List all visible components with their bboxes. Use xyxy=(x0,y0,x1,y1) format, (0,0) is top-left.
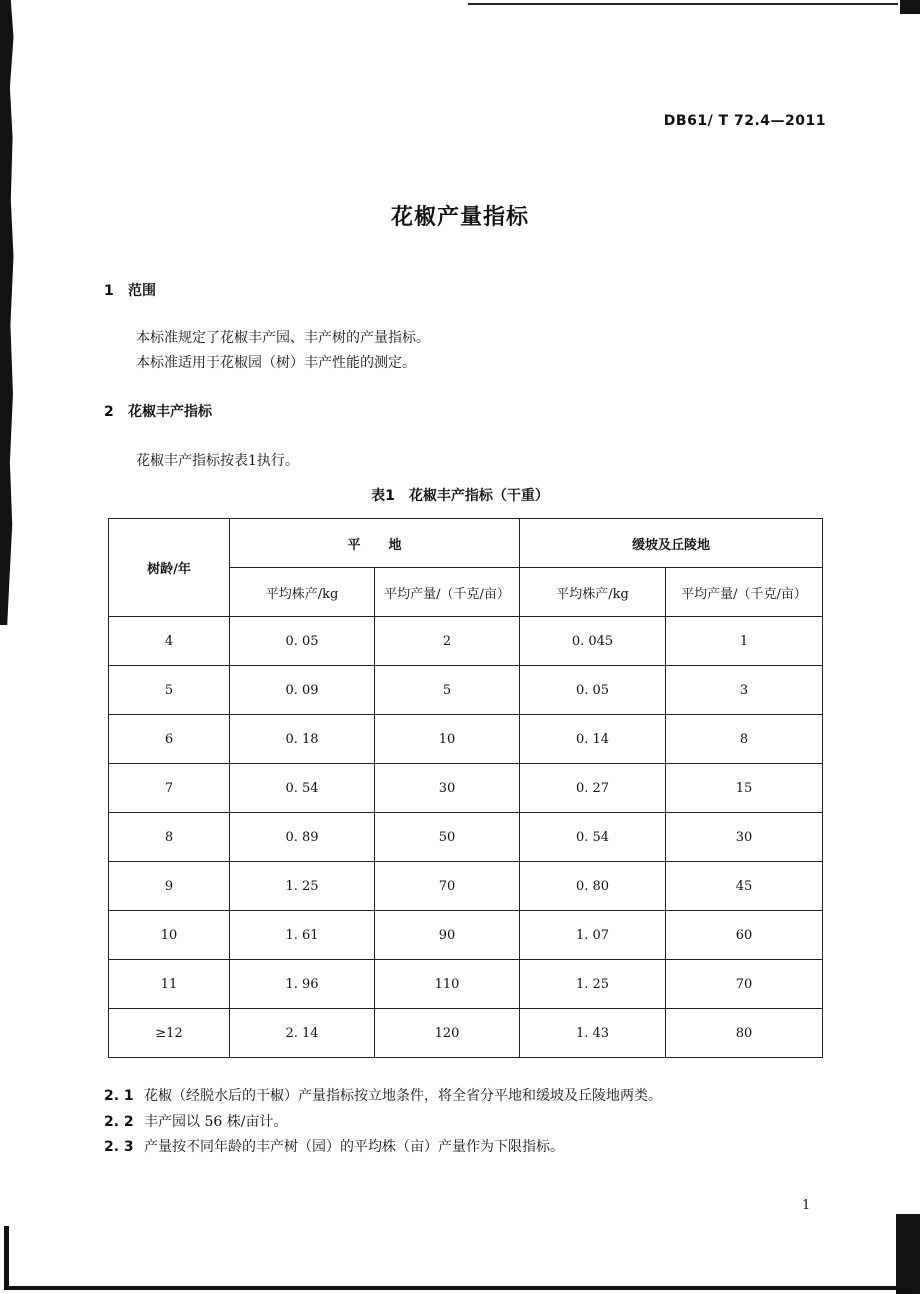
table-cell: 60 xyxy=(666,911,823,960)
table-cell: 0. 89 xyxy=(230,813,375,862)
section-number: 2 xyxy=(104,404,114,420)
table-cell: 30 xyxy=(666,813,823,862)
section-heading-scope xyxy=(104,280,156,300)
section-number: 1 xyxy=(104,283,114,299)
table-cell: 50 xyxy=(375,813,520,862)
cell-tree-age: 8 xyxy=(109,813,230,862)
table-cell: 110 xyxy=(375,960,520,1009)
table-row xyxy=(109,911,823,960)
table-caption: 表1 花椒丰产指标（干重） xyxy=(371,488,549,504)
table-cell: 10 xyxy=(375,715,520,764)
table-cell: 0. 18 xyxy=(230,715,375,764)
table-cell: 1 xyxy=(666,617,823,666)
cell-tree-age: 10 xyxy=(109,911,230,960)
cell-tree-age: 5 xyxy=(109,666,230,715)
table-cell: 70 xyxy=(375,862,520,911)
header-tree-age: 树龄/年 xyxy=(109,519,230,617)
table-cell: 70 xyxy=(666,960,823,1009)
standard-code: DB61/ T 72.4—2011 xyxy=(663,113,826,129)
table-cell: 90 xyxy=(375,911,520,960)
section-title: 花椒丰产指标 xyxy=(128,404,212,420)
note-text: 产量按不同年龄的丰产树（园）的平均株（亩）产量作为下限指标。 xyxy=(144,1139,564,1155)
table-cell: 0. 14 xyxy=(520,715,666,764)
note-2-3 xyxy=(104,1136,564,1156)
table-row xyxy=(109,764,823,813)
table-cell: 3 xyxy=(666,666,823,715)
table-row xyxy=(109,960,823,1009)
cell-tree-age: 7 xyxy=(109,764,230,813)
table-row xyxy=(109,715,823,764)
note-text: 花椒（经脱水后的干椒）产量指标按立地条件，将全省分平地和缓坡及丘陵地两类。 xyxy=(144,1088,662,1104)
table-header-row xyxy=(109,519,823,568)
table-cell: 45 xyxy=(666,862,823,911)
table-row xyxy=(109,862,823,911)
header-group-hillside: 缓坡及丘陵地 xyxy=(520,519,823,568)
table-cell: 1. 96 xyxy=(230,960,375,1009)
table-cell: 120 xyxy=(375,1009,520,1058)
scan-shadow-top-right xyxy=(900,0,920,14)
cell-tree-age: 6 xyxy=(109,715,230,764)
scan-bracket-bottom xyxy=(4,1226,917,1290)
scan-shadow-top xyxy=(468,3,898,5)
paragraph: 本标准规定了花椒丰产园、丰产树的产量指标。 xyxy=(136,330,430,346)
table-cell: 1. 43 xyxy=(520,1009,666,1058)
note-text: 丰产园以 56 株/亩计。 xyxy=(144,1114,288,1130)
table-row xyxy=(109,1009,823,1058)
header-group-flatland: 平地 xyxy=(230,519,520,568)
table-row xyxy=(109,617,823,666)
table-cell: 1. 61 xyxy=(230,911,375,960)
paragraph: 花椒丰产指标按表1执行。 xyxy=(136,453,299,469)
table-cell: 2. 14 xyxy=(230,1009,375,1058)
note-2-2 xyxy=(104,1111,287,1131)
header-column: 平均产量/（千克/亩） xyxy=(666,568,823,617)
table-row xyxy=(109,813,823,862)
note-2-1 xyxy=(104,1085,662,1105)
section-title: 范围 xyxy=(128,283,156,299)
header-column: 平均株产/kg xyxy=(520,568,666,617)
table-cell: 15 xyxy=(666,764,823,813)
table-cell: 30 xyxy=(375,764,520,813)
table-cell: 8 xyxy=(666,715,823,764)
table-cell: 0. 05 xyxy=(230,617,375,666)
document-title: 花椒产量指标 xyxy=(390,205,529,230)
table-cell: 0. 54 xyxy=(230,764,375,813)
note-number: 2. 3 xyxy=(104,1139,134,1155)
table-cell: 1. 25 xyxy=(520,960,666,1009)
cell-tree-age: ≥12 xyxy=(109,1009,230,1058)
yield-table xyxy=(108,518,823,1058)
table-cell: 0. 80 xyxy=(520,862,666,911)
cell-tree-age: 11 xyxy=(109,960,230,1009)
header-column: 平均产量/（千克/亩） xyxy=(375,568,520,617)
cell-tree-age: 4 xyxy=(109,617,230,666)
table-row xyxy=(109,666,823,715)
table-cell: 0. 27 xyxy=(520,764,666,813)
cell-tree-age: 9 xyxy=(109,862,230,911)
note-number: 2. 2 xyxy=(104,1114,134,1130)
table-cell: 5 xyxy=(375,666,520,715)
table-cell: 1. 25 xyxy=(230,862,375,911)
paragraph: 本标准适用于花椒园（树）丰产性能的测定。 xyxy=(136,355,416,371)
table-cell: 1. 07 xyxy=(520,911,666,960)
table-cell: 0. 05 xyxy=(520,666,666,715)
note-number: 2. 1 xyxy=(104,1088,134,1104)
section-heading-indicators xyxy=(104,401,212,421)
table-cell: 80 xyxy=(666,1009,823,1058)
scan-shadow-left xyxy=(0,0,18,625)
page-number: 1 xyxy=(802,1198,811,1213)
header-column: 平均株产/kg xyxy=(230,568,375,617)
table-cell: 0. 09 xyxy=(230,666,375,715)
table-cell: 2 xyxy=(375,617,520,666)
table-cell: 0. 045 xyxy=(520,617,666,666)
table-cell: 0. 54 xyxy=(520,813,666,862)
